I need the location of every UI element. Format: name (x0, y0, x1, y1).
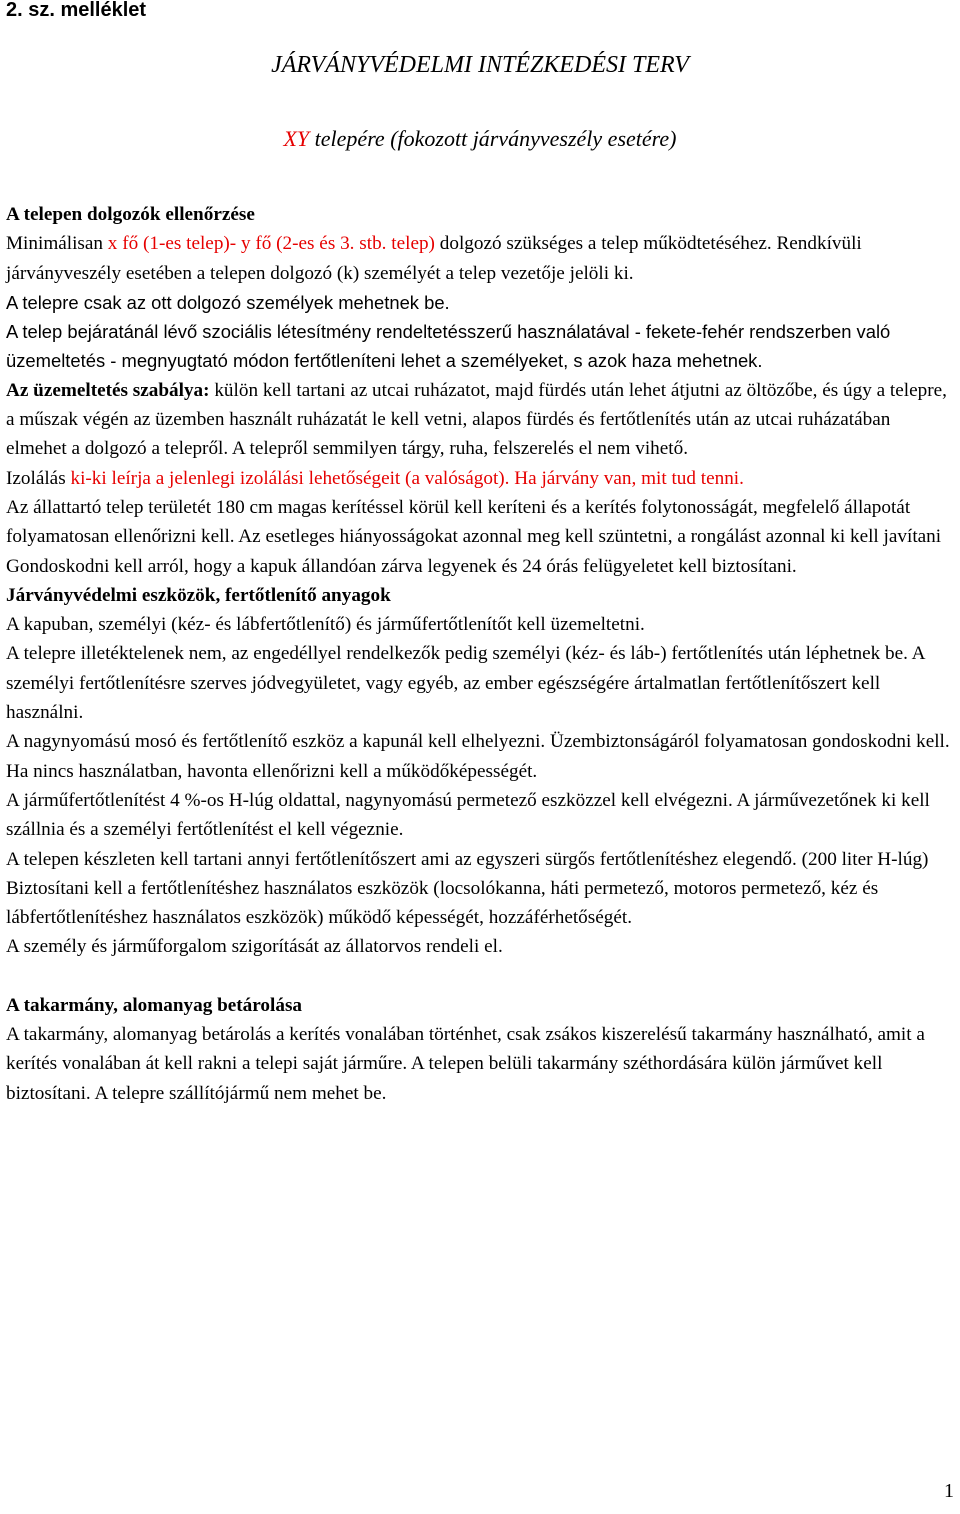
paragraph-workers-minimum (6, 229, 954, 288)
paragraph-tools-2: A telepre illetéktelenek nem, az engedéllyel rendelkezők pedig személyi (kéz- és láb-) fertőtlenítés után léphetnek be. A személyi fertőtlenítésre szerves jódvegyületet, vagy egyéb, az ember egészségére ártalmatlan fertőtlenítőszert kell használni. (6, 643, 925, 724)
paragraph-tools-3: A nagynyomású mosó és fertőtlenítő eszköz a kapunál kell elhelyezni. Üzembiztonságáról folyamatosan gondoskodni kell. Ha nincs használatban, havonta ellenőrizni kell a működőképességét. (6, 731, 950, 782)
section-heading-feed: A takarmány, alomanyag betárolása (6, 994, 302, 1016)
subtitle-placeholder: XY (283, 126, 310, 151)
paragraph-tools-5: A telepen készleten kell tartani annyi fertőtlenítőszert ami az egyszeri sürgős fertőtlenítéshez elegendő. (200 liter H-lúg) (6, 848, 929, 870)
rule-text: külön kell tartani az utcai ruházatot, majd fürdés után lehet átjutni az öltözőbe, és úgy a telepre, a műszak végén az üzemben használt ruházatát le kell vetni, alapos fürdés és fertőtlenítés után az utcai ruházatában elmehet a dolgozó a telepről. A telepről semmilyen tárgy, ruha, felszerelés el nem vihető. (6, 379, 947, 460)
isolation-label: Izolálás (6, 467, 66, 489)
document-body (6, 200, 954, 1108)
paragraph-tools-1: A kapuban, személyi (kéz- és lábfertőtlenítő) és járműfertőtlenítőt kell üzemeltetni. (6, 614, 645, 636)
paragraph-feed-1: A takarmány, alomanyag betárolás a kerítés vonalában történhet, csak zsákos kiszerelésű takarmány használható, amit a kerítés vonalában át kell rakni a telepi saját járműre. A telepen belüli takarmány széthordására külön járművet kell biztosítani. A telepre szállítójármű nem mehet be. (6, 1024, 925, 1104)
paragraph-tools-4: A járműfertőtlenítést 4 %-os H-lúg oldattal, nagynyomású permetező eszközzel kell elvégezni. A járművezetőnek ki kell szállnia és a személyi fertőtlenítést el kell végeznie. (6, 789, 930, 841)
paragraph-operation-rule (6, 376, 954, 464)
spacer (6, 962, 954, 991)
document-subtitle (0, 126, 960, 152)
document-title: JÁRVÁNYVÉDELMI INTÉZKEDÉSI TERV (271, 52, 689, 78)
paragraph-tools-7: A személy és járműforgalom szigorítását az állatorvos rendeli el. (6, 936, 503, 958)
page-number: 1 (944, 1480, 954, 1502)
highlighted-placeholder: x fő (1-es telep)- y fő (2-es és 3. stb. telep) (107, 233, 435, 255)
isolation-instruction: ki-ki leírja a jelenlegi izolálási lehetőségeit (a valóságot). Ha járvány van, mit tud tenni. (65, 467, 744, 489)
paragraph-social-facility: A telep bejáratánál lévő szociális létesítmény rendeltetésszerű használatával - fekete-fehér rendszerben való üzemeltetés - megnyugtató módon fertőtleníteni lehet a személyeket, s azok haza mehetnek. (6, 321, 891, 372)
annex-label: 2. sz. melléklet (6, 0, 147, 21)
paragraph-tools-6: Biztosítani kell a fertőtlenítéshez használatos eszközök (locsolókanna, háti permetező, motoros permetező, kéz és lábfertőtlenítéshez használatos eszközök) működő képességét, hozzáférhetőségét. (6, 877, 879, 929)
section-heading-workers: A telepen dolgozók ellenőrzése (6, 204, 255, 225)
paragraph-isolation (6, 464, 954, 493)
rule-label: Az üzemeltetés szabálya: (6, 379, 210, 401)
paragraph-fence: Az állattartó telep területét 180 cm magas kerítéssel körül kell keríteni és a kerítés folytonosságát, megfelelő állapotát folyamatosan ellenőrizni kell. Az esetleges hiányosságokat azonnal meg kell szüntetni, a rongálást azonnal ki kell javítani Gondoskodni kell arról, hogy a kapuk állandóan zárva legyenek és 24 órás felügyeletet kell biztosítani. (6, 496, 942, 577)
text-run: Minimálisan (6, 233, 108, 255)
text-run: dolgozó szükséges a telep működtetéséhez. Rendkívüli járványveszély esetében a telepen dolgozó (k) személyét a telep vezetője jelöli ki. (6, 233, 862, 284)
paragraph-entry-restriction: A telepre csak az ott dolgozó személyek mehetnek be. (6, 291, 450, 313)
subtitle-text: telepére (fokozott járványveszély esetére) (309, 126, 677, 151)
section-heading-tools: Járványvédelmi eszközök, fertőtlenítő anyagok (6, 584, 391, 606)
